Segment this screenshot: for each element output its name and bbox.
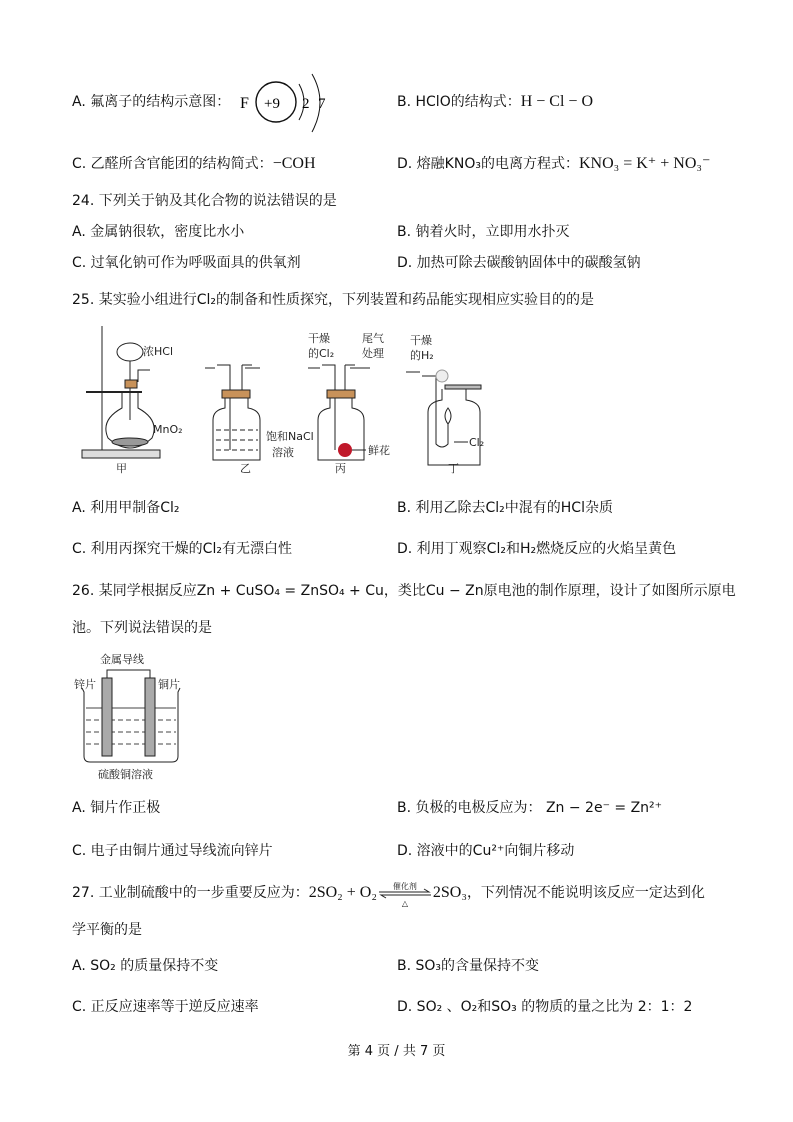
q26-option-d: D. 溶液中的Cu²⁺向铜片移动: [397, 843, 575, 859]
equation-left: 2SO₂ + O₂: [308, 884, 377, 901]
option-text: C. 乙醛所含官能团的结构简式：: [72, 156, 273, 172]
q24-option-b: B. 钠着火时，立即用水扑灭: [397, 224, 570, 240]
q26-stem-line2: 池。下列说法错误的是: [72, 620, 212, 636]
solution-label: 硫酸铜溶液: [98, 768, 153, 781]
q27-option-b: B. SO₃的含量保持不变: [397, 958, 540, 974]
q23-option-d: [397, 155, 710, 173]
stem-text: 27. 工业制硫酸中的一步重要反应为：: [72, 885, 309, 901]
formula: H − Cl − O: [520, 93, 593, 110]
q25-option-c: C. 利用丙探究干燥的Cl₂有无漂白性: [72, 541, 292, 557]
copper-label: 铜片: [158, 678, 180, 691]
q26-option-c: C. 电子由铜片通过导线流向锌片: [72, 843, 273, 859]
formula: KNO₃ = K⁺ + NO₃⁻: [578, 155, 711, 172]
label-jia: 甲: [116, 462, 127, 475]
q26-galvanic-cell-figure: [70, 646, 200, 786]
wire: [107, 670, 150, 678]
cl2-label: Cl₂: [469, 436, 485, 449]
apparatus-ding: [406, 372, 481, 465]
option-text: A. 氟离子的结构示意图：: [72, 94, 231, 110]
beaker: [82, 688, 180, 762]
copper-plate: [145, 678, 155, 756]
tail-gas-label-2: 处理: [362, 347, 384, 360]
zinc-plate: [102, 678, 112, 756]
q23-option-c: [72, 155, 316, 173]
q27-stem-line2: 学平衡的是: [72, 922, 142, 938]
dry-label-2: 干燥: [410, 334, 432, 347]
conc-hcl-label: 浓HCl: [143, 345, 174, 358]
q25-option-d: D. 利用丁观察Cl₂和H₂燃烧反应的火焰呈黄色: [397, 541, 677, 557]
page-footer: 第 4 页 / 共 7 页: [347, 1044, 446, 1059]
option-text: B. HClO的结构式：: [397, 94, 521, 110]
q27-option-a: A. SO₂ 的质量保持不变: [72, 958, 219, 974]
dry-cl2-label: 的Cl₂: [308, 347, 335, 360]
q23-option-a: [72, 93, 230, 111]
dry-label: 干燥: [308, 332, 330, 345]
tail-gas-label-1: 尾气: [362, 332, 384, 345]
atom-symbol: F: [240, 95, 249, 112]
label-ding: 丁: [448, 462, 459, 475]
q25-option-a: A. 利用甲制备Cl₂: [72, 500, 180, 516]
flower-icon: [338, 443, 352, 457]
stem-text: ，下列情况不能说明该反应一定达到化: [466, 885, 705, 901]
q27-option-d: D. SO₂ 、O₂和SO₃ 的物质的量之比为 2：1：2: [397, 999, 693, 1015]
equation-right: 2SO₃: [432, 884, 467, 901]
q26-stem-line1: 26. 某同学根据反应Zn + CuSO₄ = ZnSO₄ + Cu，类比Cu − Zn原电池的制作原理，设计了如图所示原电: [72, 583, 736, 599]
flower-label: 鲜花: [368, 444, 390, 457]
q25-apparatus-figure: [70, 320, 490, 480]
wire-label: 金属导线: [100, 653, 144, 666]
q25-stem: 25. 某实验小组进行Cl₂的制备和性质探究，下列装置和药品能实现相应实验目的的是: [72, 292, 594, 308]
nucleus-charge: +9: [264, 96, 280, 112]
fluorine-structure-diagram: [236, 70, 346, 140]
apparatus-yi: [205, 365, 260, 460]
heat-label: △: [401, 899, 408, 908]
reversible-arrow: [377, 882, 433, 908]
q24-option-a: A. 金属钠很软，密度比水小: [72, 224, 245, 240]
q27-option-c: C. 正反应速率等于逆反应速率: [72, 999, 259, 1015]
q24-option-c: C. 过氧化钠可作为呼吸面具的供氧剂: [72, 255, 301, 271]
mno2-label: MnO₂: [153, 423, 183, 436]
q24-option-d: D. 加热可除去碳酸钠固体中的碳酸氢钠: [397, 255, 641, 271]
option-text: D. 熔融KNO₃的电离方程式：: [397, 156, 579, 172]
shell-2-count: 7: [318, 96, 326, 112]
q24-stem: 24. 下列关于钠及其化合物的说法错误的是: [72, 193, 337, 209]
q26-option-b: B. 负极的电极反应为： Zn − 2e⁻ = Zn²⁺: [397, 800, 663, 816]
nacl-label-2: 溶液: [272, 446, 294, 459]
shell-1-count: 2: [302, 96, 310, 112]
cotton-icon: [436, 370, 448, 382]
q23-option-b: [397, 93, 593, 111]
q25-option-b: B. 利用乙除去Cl₂中混有的HCl杂质: [397, 500, 613, 516]
apparatus-bing: [308, 365, 370, 460]
q27-stem-line1: [72, 882, 705, 908]
label-yi: 乙: [240, 462, 251, 475]
formula: −COH: [272, 155, 316, 172]
dry-h2-label: 的H₂: [410, 349, 434, 362]
catalyst-label: 催化剂: [392, 882, 417, 891]
q26-option-a: A. 铜片作正极: [72, 800, 161, 816]
zinc-label: 锌片: [74, 678, 96, 691]
nacl-label-1: 饱和NaCl: [266, 430, 314, 443]
label-bing: 丙: [335, 462, 346, 475]
